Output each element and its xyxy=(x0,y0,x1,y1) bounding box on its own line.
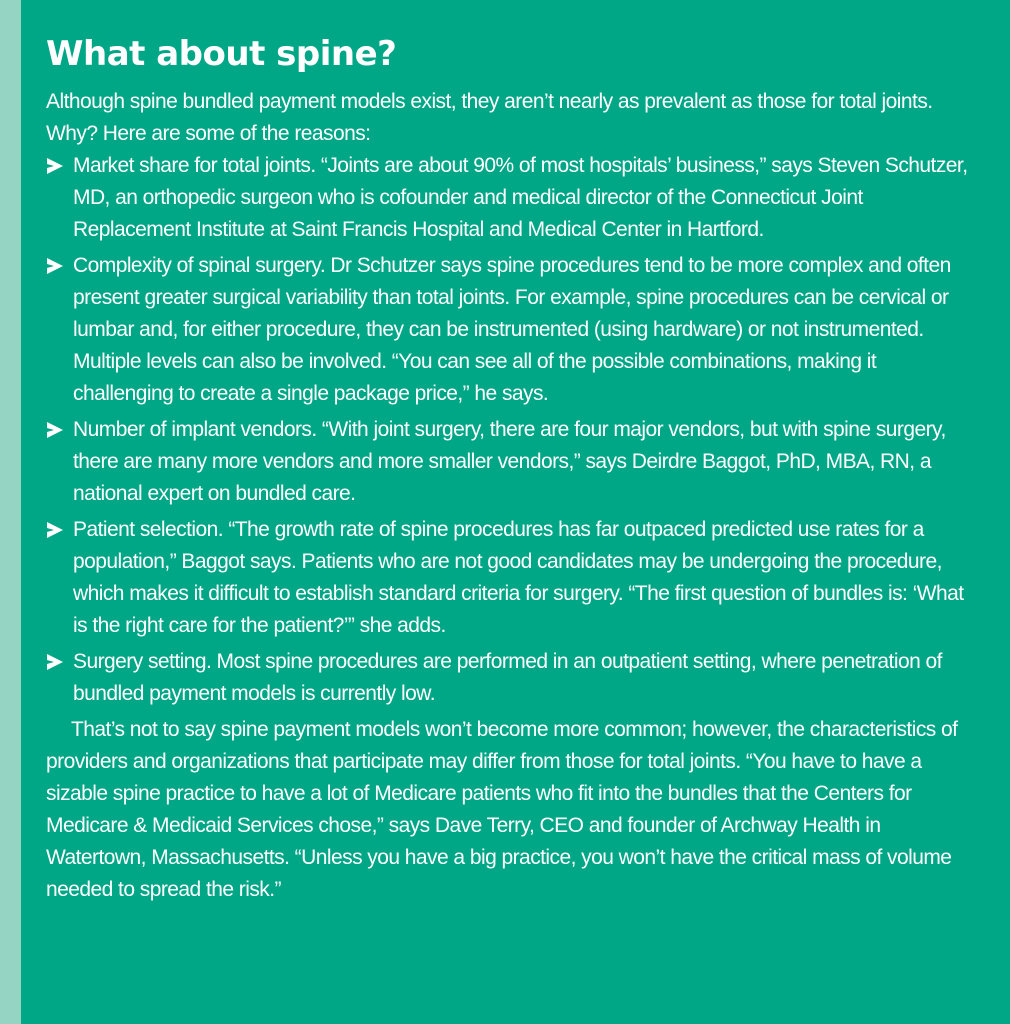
arrowhead-bullet-icon xyxy=(47,158,63,174)
arrowhead-bullet-icon xyxy=(47,522,63,538)
reason-text: Complexity of spinal surgery. Dr Schutzer says spine procedures tend to be more complex and often present greater surgical variability than total joints. For example, spine procedures can be cervical or lumbar and, for either procedure, they can be instrumented (using hardware) or not instrumented. Multiple levels can also be involved. “You can see all of the possible combinations, making it challenging to create a single package price,” he says. xyxy=(73,254,951,405)
reason-text: Surgery setting. Most spine procedures are performed in an outpatient setting, where penetration of bundled payment models is currently low. xyxy=(73,650,942,705)
reason-text: Patient selection. “The growth rate of spine procedures has far outpaced predicted use rates for a population,” Baggot says. Patients who are not good candidates may be undergoing the procedure, which makes it difficult to establish standard criteria for surgery. “The first question of bundles is: ‘What is the right care for the patient?’” she adds. xyxy=(73,518,964,637)
sidebar-box xyxy=(21,0,1010,1024)
closing-paragraph: That’s not to say spine payment models won’t become more common; however, the characteristics of providers and organizations that participate may differ from those for total joints. “You have to have a sizable spine practice to have a lot of Medicare patients who fit into the bundles that the Centers for Medicare & Medicaid Services chose,” says Dave Terry, CEO and founder of Archway Health in Watertown, Massachusetts. “Unless you have a big practice, you won’t have the critical mass of volume needed to spread the risk.” xyxy=(46,718,958,901)
reason-text: Market share for total joints. “Joints are about 90% of most hospitals’ business,” says Steven Schutzer, MD, an orthopedic surgeon who is cofounder and medical director of the Connecticut Joint Replacement Institute at Saint Francis Hospital and Medical Center in Hartford. xyxy=(73,154,968,241)
reason-patient-selection xyxy=(46,514,980,642)
reason-complexity xyxy=(46,250,980,410)
sidebar-title: What about spine? xyxy=(46,34,397,74)
reason-surgery-setting xyxy=(46,646,980,710)
arrowhead-bullet-icon xyxy=(47,654,63,670)
reason-text: Number of implant vendors. “With joint surgery, there are four major vendors, but with spine surgery, there are many more vendors and more smaller vendors,” says Deirdre Baggot, PhD, MBA, RN, a national expert on bundled care. xyxy=(73,418,946,505)
arrowhead-bullet-icon xyxy=(47,422,63,438)
reason-market-share xyxy=(46,150,980,246)
arrowhead-bullet-icon xyxy=(47,258,63,274)
reasons-list xyxy=(46,150,980,710)
side-stripe xyxy=(0,0,21,1024)
reason-implant-vendors xyxy=(46,414,980,510)
intro-paragraph: Although spine bundled payment models exist, they aren’t nearly as prevalent as those for total joints. Why? Here are some of the reasons: xyxy=(46,90,933,145)
